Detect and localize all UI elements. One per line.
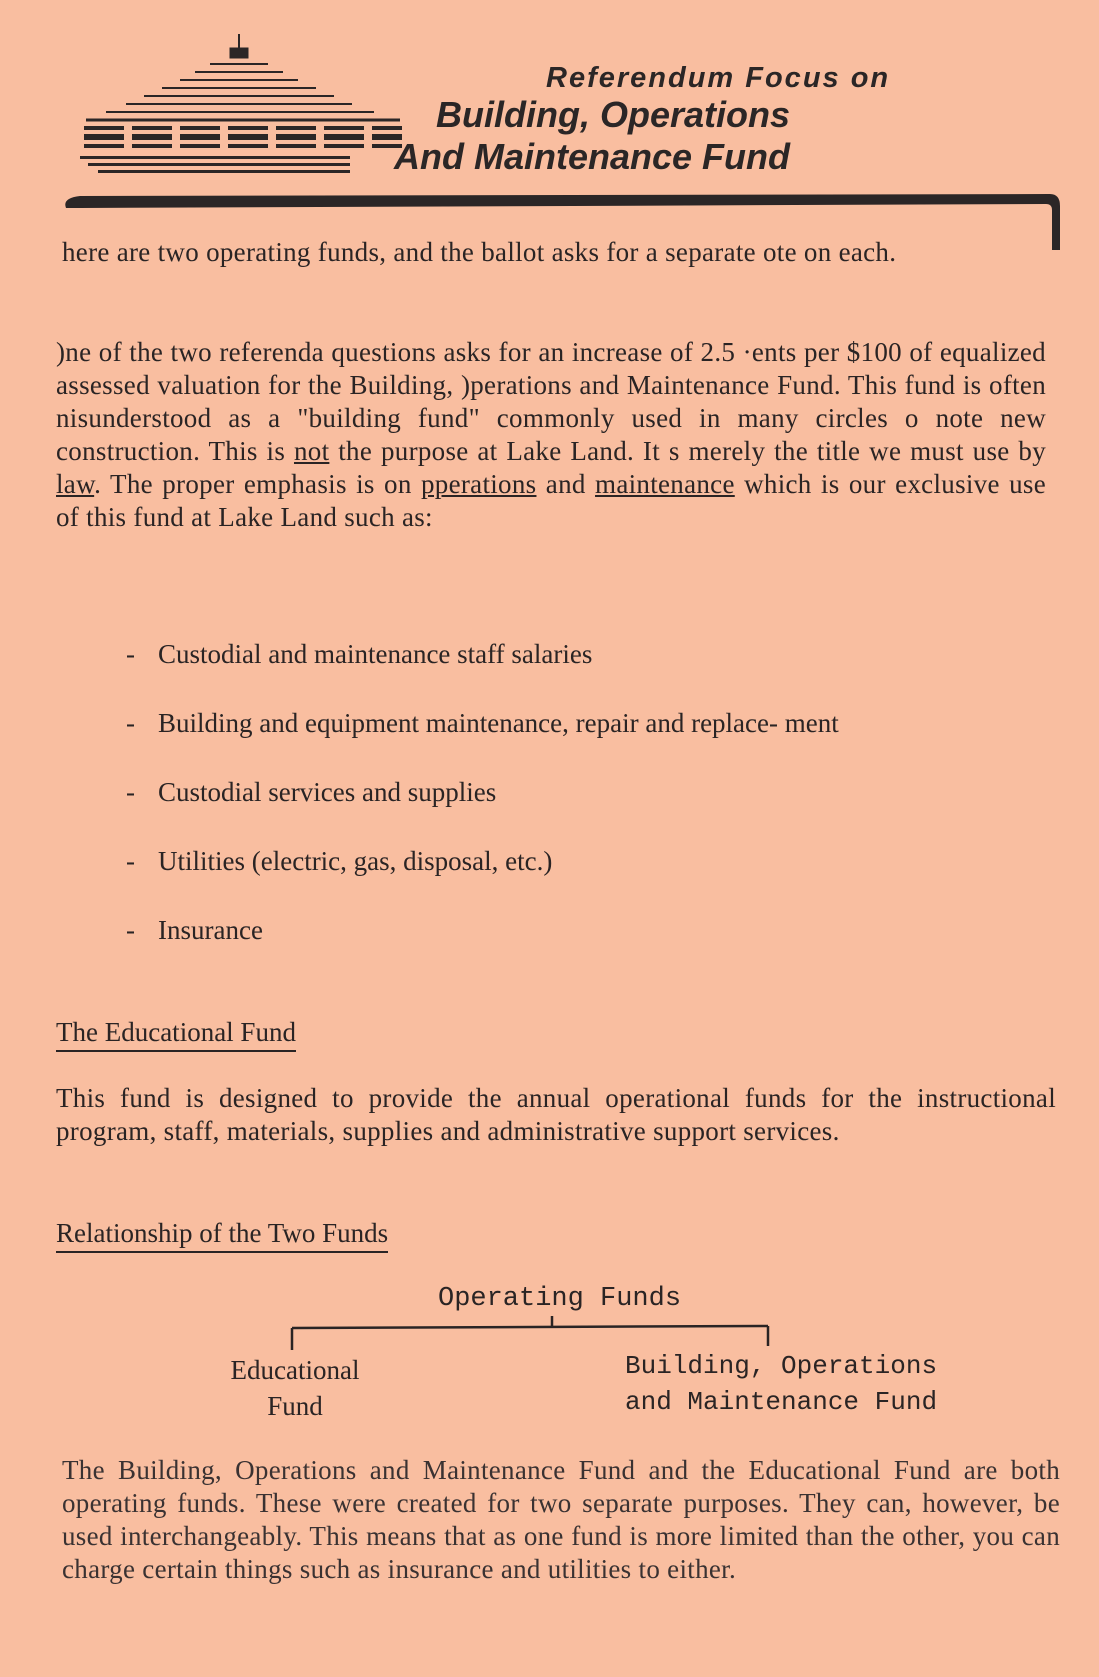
emphasis-operations: pperations: [420, 469, 537, 499]
relationship-heading: Relationship of the Two Funds: [56, 1217, 388, 1253]
masthead-title-line1: Building, Operations: [436, 94, 791, 135]
fund-tree-connector: [280, 1312, 780, 1352]
emphasis-maintenance: maintenance: [595, 469, 735, 499]
diagram-building-fund: Building, Operations and Maintenance Fund: [625, 1351, 938, 1417]
list-item: - Insurance: [126, 915, 263, 945]
fund-uses-list: [126, 638, 1006, 983]
list-item: - Building and equipment maintenance, repair and replace- ment: [126, 708, 839, 738]
building-fund-paragraph: )ne of the two referenda questions asks for an increase of 2.5 ·ents per $100 of equalized assessed valuation for the Building, )perations and Maintenance Fund. This fund is often nisunderstood as a "building fund" commonly used in many circles o note new construction. This is not the purpose at Lake Land. It s merely the title we must use by law. The proper emphasis is on pperations and maintenance which is our exclusive use of this fund at Lake Land such as:: [56, 337, 1046, 532]
masthead-kicker: Referendum Focus on: [546, 62, 891, 94]
emphasis-law: law: [56, 469, 95, 499]
relationship-paragraph: The Building, Operations and Maintenance Fund and the Educational Fund are both operating funds. These were created for two separate purposes. They can, however, be used interchangeably. This means that as one fund is more limited than the other, you can charge certain things such as insurance and utilities to either.: [62, 1455, 1060, 1584]
emphasis-not: not: [293, 436, 330, 466]
list-item: - Custodial and maintenance staff salaries: [126, 639, 593, 669]
list-item: - Custodial services and supplies: [126, 777, 497, 807]
masthead: [60, 20, 1060, 250]
educational-fund-heading: The Educational Fund: [56, 1016, 296, 1052]
educational-fund-paragraph: This fund is designed to provide the annual operational funds for the instructional program, staff, materials, supplies and administrative support services.: [56, 1083, 1056, 1146]
masthead-title-line2: And Maintenance Fund: [394, 136, 790, 177]
list-item: - Utilities (electric, gas, disposal, etc.): [126, 846, 553, 876]
intro-paragraph: here are two operating funds, and the ballot asks for a separate ote on each.: [62, 237, 897, 267]
diagram-educational-fund: Educational Fund: [230, 1355, 360, 1421]
building-logo-icon: [70, 30, 430, 180]
diagram-root-label: Operating Funds: [438, 1284, 682, 1314]
